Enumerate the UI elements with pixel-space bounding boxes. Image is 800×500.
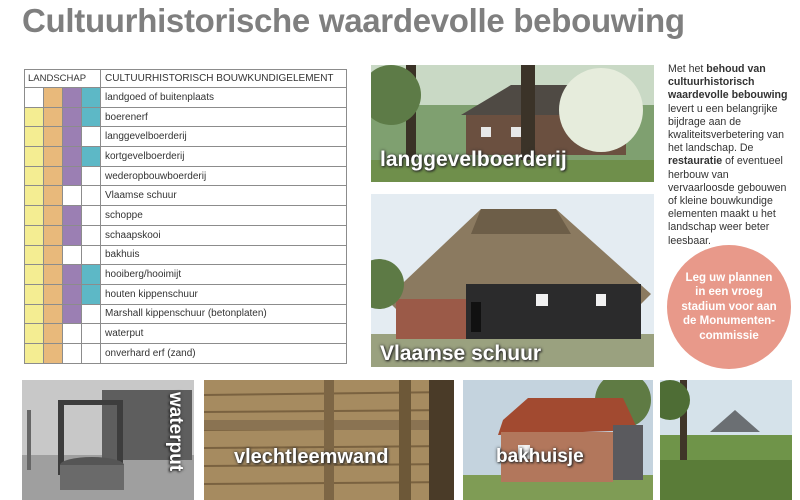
header-element: CULTUURHISTORISCH BOUWKUNDIGELEMENT [101,70,347,88]
element-label: bakhuis [101,245,347,265]
landscape-color-cell [82,225,101,245]
element-label: Marshall kippenschuur (betonplaten) [101,304,347,324]
caption-vlaamse-schuur: Vlaamse schuur [380,342,542,365]
landscape-color-cell [63,324,82,344]
intro-text: Met het behoud van cultuurhistorisch waardevolle bebouwing levert u een belangrijke bijdrage aan de kwaliteitsverbetering van het landschap. De restauratie of eventueel herbouw van vervaarloosde gebouwen of kleine bouwkundige elementen maakt u het landschap weer beter leesbaar. [668,63,788,247]
table-row [25,88,347,108]
landscape-color-cell [44,265,63,285]
table-row [25,324,347,344]
landscape-color-cell [82,245,101,265]
table-row [25,343,347,363]
landscape-color-cell [25,127,44,147]
landscape-color-cell [44,343,63,363]
landscape-color-cell [82,127,101,147]
landscape-color-cell [44,324,63,344]
landscape-color-cell [63,107,82,127]
landscape-color-cell [44,245,63,265]
landscape-color-cell [82,88,101,108]
landscape-color-cell [82,186,101,206]
table-row [25,304,347,324]
landscape-color-cell [63,186,82,206]
caption-langgevelboerderij: langgevelboerderij [380,148,567,171]
landscape-color-cell [25,166,44,186]
landscape-color-cell [25,206,44,226]
landscape-color-cell [25,107,44,127]
element-label: onverhard erf (zand) [101,343,347,363]
header-landschap: LANDSCHAP [25,70,101,88]
element-label: hooiberg/hooimijt [101,265,347,285]
landscape-color-cell [25,284,44,304]
landscape-color-cell [63,206,82,226]
photo-bakhuisje [463,380,653,500]
page-title: Cultuurhistorische waardevolle bebouwing [22,2,685,39]
landscape-color-cell [63,245,82,265]
landscape-color-cell [63,166,82,186]
table-row [25,284,347,304]
table-row [25,127,347,147]
landscape-color-cell [82,206,101,226]
table-row [25,147,347,167]
landscape-color-cell [25,186,44,206]
element-label: schoppe [101,206,347,226]
landscape-color-cell [25,343,44,363]
table-row [25,245,347,265]
landscape-color-cell [44,284,63,304]
landscape-color-cell [44,186,63,206]
landscape-color-cell [82,284,101,304]
landscape-color-cell [82,166,101,186]
landscape-color-cell [44,107,63,127]
landscape-color-cell [25,225,44,245]
landscape-color-cell [44,225,63,245]
photo-vlechtleemwand [204,380,454,500]
landscape-color-cell [82,324,101,344]
element-table [24,69,347,364]
landscape-color-cell [44,88,63,108]
caption-vlechtleemwand: vlechtleemwand [234,446,389,468]
landscape-color-cell [25,324,44,344]
landscape-color-cell [82,304,101,324]
element-label: houten kippenschuur [101,284,347,304]
element-label: kortgevelboerderij [101,147,347,167]
landscape-color-cell [63,127,82,147]
photo-vlaamse-schuur [371,194,654,367]
element-label: wederopbouwboerderij [101,166,347,186]
caption-bakhuisje: bakhuisje [496,446,584,467]
landscape-color-cell [63,225,82,245]
element-label: landgoed of buitenplaats [101,88,347,108]
table-row [25,186,347,206]
landscape-color-cell [44,206,63,226]
landscape-color-cell [25,265,44,285]
landscape-color-cell [25,245,44,265]
landscape-color-cell [82,265,101,285]
element-label: boerenerf [101,107,347,127]
table-row [25,107,347,127]
element-label: Vlaamse schuur [101,186,347,206]
table-row [25,166,347,186]
landscape-color-cell [25,88,44,108]
landscape-color-cell [44,147,63,167]
table-row [25,225,347,245]
photo-langgevelboerderij [371,65,654,182]
element-label: waterput [101,324,347,344]
photo-waterput [22,380,194,500]
landscape-color-cell [63,265,82,285]
landscape-color-cell [82,147,101,167]
caption-waterput: waterput [165,392,186,472]
landscape-color-cell [25,304,44,324]
element-label: langgevelboerderij [101,127,347,147]
landscape-color-cell [44,127,63,147]
landscape-color-cell [82,343,101,363]
table-row [25,265,347,285]
landscape-color-cell [44,304,63,324]
landscape-color-cell [82,107,101,127]
landscape-color-cell [44,166,63,186]
landscape-color-cell [63,147,82,167]
photo-landscape [660,380,792,500]
landscape-color-cell [63,304,82,324]
landscape-color-cell [63,88,82,108]
element-label: schaapskooi [101,225,347,245]
table-row [25,206,347,226]
callout-text: Leg uw plannen in een vroeg stadium voor aan de Monumenten-commissie [681,271,777,342]
callout-circle [667,245,791,369]
landscape-color-cell [63,284,82,304]
landscape-color-cell [63,343,82,363]
landscape-color-cell [25,147,44,167]
